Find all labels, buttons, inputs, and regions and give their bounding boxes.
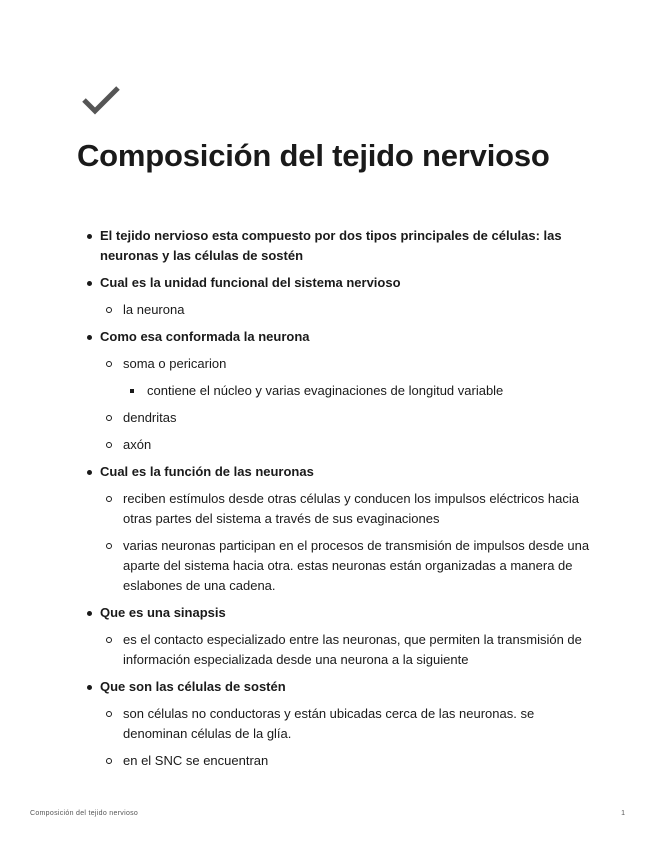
sub-list-item xyxy=(100,300,590,320)
sub-list-item xyxy=(100,536,590,596)
check-icon xyxy=(80,84,122,116)
list-item xyxy=(80,327,590,455)
list-item-text: Que son las células de sostén xyxy=(100,679,286,694)
outline xyxy=(80,226,590,778)
sub-sub-list-item-text: contiene el núcleo y varias evaginaciones de longitud variable xyxy=(147,383,504,398)
sub-list-item xyxy=(100,408,590,428)
list-item xyxy=(80,677,590,771)
list-item-text: Cual es la unidad funcional del sistema nervioso xyxy=(100,275,401,290)
sub-sub-list-item xyxy=(123,381,590,401)
list-item-text: Como esa conformada la neurona xyxy=(100,329,310,344)
sub-list-item xyxy=(100,704,590,744)
sub-list-item-text: en el SNC se encuentran xyxy=(123,753,269,768)
list-item xyxy=(80,462,590,596)
footer-page-number: 1 xyxy=(621,810,625,817)
sub-list xyxy=(100,704,590,771)
sub-list-item-text: axón xyxy=(123,437,152,452)
list-item xyxy=(80,273,590,320)
sub-list-item-text: son células no conductoras y están ubicadas cerca de las neuronas. se denominan células de la glía. xyxy=(123,706,535,741)
list-item-text: Que es una sinapsis xyxy=(100,605,226,620)
list-item-text: Cual es la función de las neuronas xyxy=(100,464,314,479)
page-title: Composición del tejido nervioso xyxy=(77,138,550,173)
sub-list-item xyxy=(100,354,590,401)
sub-list xyxy=(100,300,590,320)
sub-list-item xyxy=(100,751,590,771)
sub-list-item-text: dendritas xyxy=(123,410,177,425)
sub-list-item-text: reciben estímulos desde otras células y conducen los impulsos eléctricos hacia otras partes del sistema a través de sus evaginaciones xyxy=(123,491,579,526)
sub-list xyxy=(100,489,590,596)
sub-list-item-text: es el contacto especializado entre las neuronas, que permiten la transmisión de información especializada desde una neurona a la siguiente xyxy=(123,632,582,667)
sub-list-item-text: soma o pericarion xyxy=(123,356,227,371)
sub-sub-list xyxy=(123,381,590,401)
sub-list-item-text: varias neuronas participan en el procesos de transmisión de impulsos desde una aparte del sistema hacia otra. estas neuronas están organizadas a manera de eslabones de una cadena. xyxy=(123,538,590,593)
footer-title: Composición del tejido nervioso xyxy=(30,810,139,817)
list-item xyxy=(80,226,590,266)
list-item xyxy=(80,603,590,670)
sub-list-item xyxy=(100,435,590,455)
sub-list xyxy=(100,354,590,455)
sub-list-item-text: la neurona xyxy=(123,302,185,317)
topic-list xyxy=(80,226,590,771)
sub-list-item xyxy=(100,630,590,670)
sub-list xyxy=(100,630,590,670)
list-item-text: El tejido nervioso esta compuesto por dos tipos principales de células: las neuronas y las células de sostén xyxy=(100,228,562,263)
sub-list-item xyxy=(100,489,590,529)
